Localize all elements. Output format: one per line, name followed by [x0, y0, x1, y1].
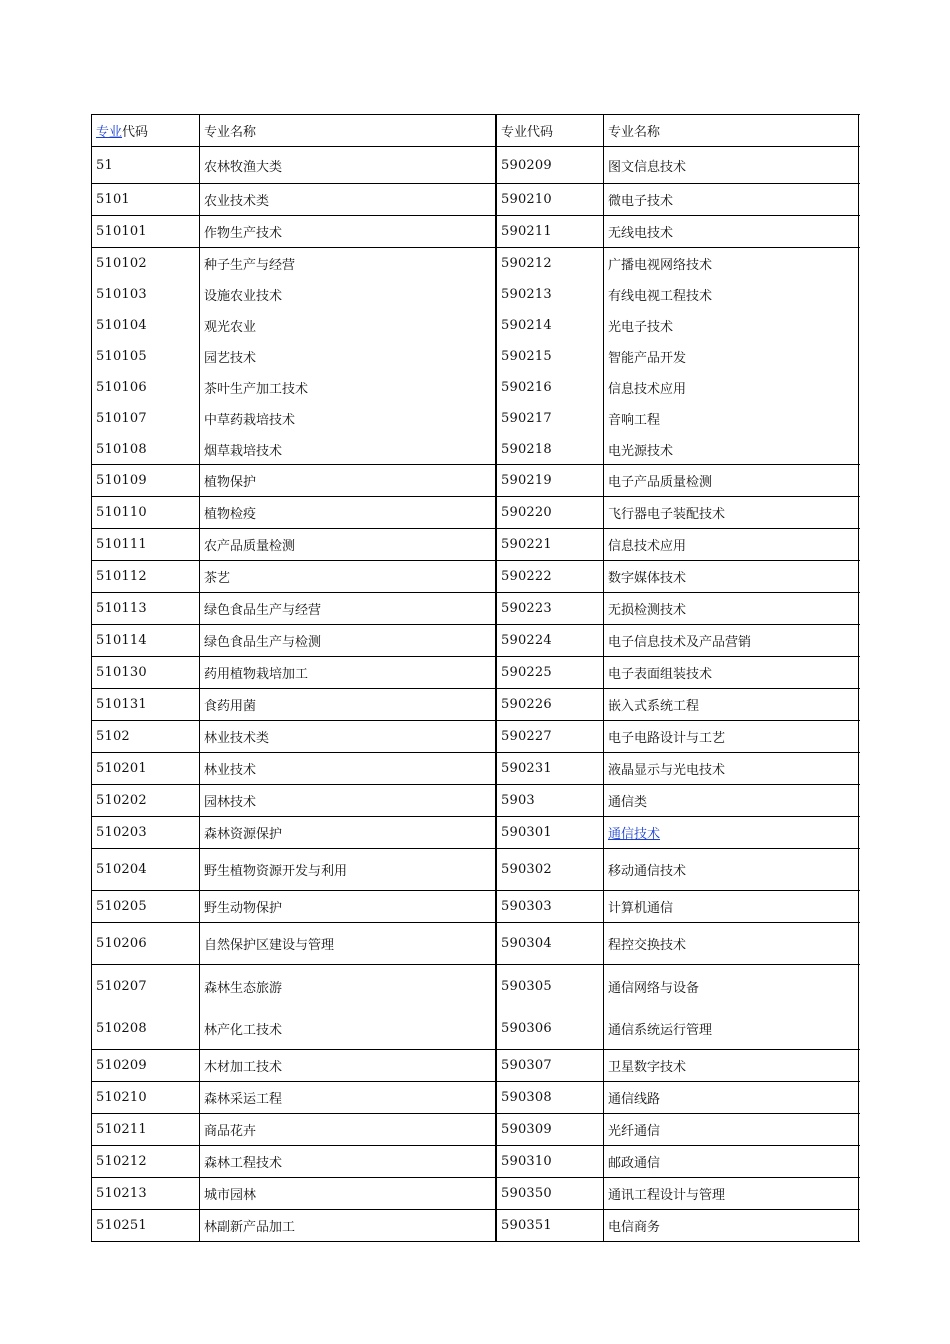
- table-row: [92, 657, 860, 689]
- left-code-cell: 51: [92, 147, 200, 183]
- table-row: [92, 147, 860, 184]
- table-row: [92, 817, 860, 849]
- right-name-cell: 通讯工程设计与管理: [604, 1178, 859, 1209]
- left-code-cell: 510207: [92, 965, 200, 1007]
- left-code-cell: 510111: [92, 529, 200, 560]
- left-code-cell: 510114: [92, 625, 200, 656]
- right-code-cell: 590215: [496, 341, 604, 372]
- right-name-cell: 移动通信技术: [604, 849, 859, 890]
- right-code-cell: 5903: [496, 785, 604, 816]
- table-row: [92, 625, 860, 657]
- right-code-cell: 590227: [496, 721, 604, 752]
- right-name-cell: 智能产品开发: [604, 341, 859, 372]
- left-name-cell: 野生动物保护: [200, 891, 496, 922]
- table-row: [92, 372, 860, 403]
- right-code-cell: 590213: [496, 279, 604, 310]
- right-code-cell: 590310: [496, 1146, 604, 1177]
- right-code-cell: 590224: [496, 625, 604, 656]
- table-row: [92, 1007, 860, 1050]
- table-row: [92, 1050, 860, 1082]
- left-code-cell: 510206: [92, 923, 200, 964]
- right-code-cell: 590302: [496, 849, 604, 890]
- table-row: [92, 465, 860, 497]
- right-name-cell: 音响工程: [604, 403, 859, 434]
- right-code-cell: 590216: [496, 372, 604, 403]
- left-name-cell: 植物保护: [200, 465, 496, 496]
- left-name-cell: 绿色食品生产与检测: [200, 625, 496, 656]
- right-name-cell: 电光源技术: [604, 434, 859, 464]
- table-row: [92, 1146, 860, 1178]
- table-row: [92, 1114, 860, 1146]
- left-code-cell: 510102: [92, 248, 200, 279]
- left-name-cell: 设施农业技术: [200, 279, 496, 310]
- table-body: [92, 147, 860, 1242]
- left-code-cell: 510211: [92, 1114, 200, 1145]
- left-name-cell: 林产化工技术: [200, 1007, 496, 1049]
- major-code-table: [91, 114, 860, 1242]
- left-code-cell: 510251: [92, 1210, 200, 1241]
- table-row: [92, 1210, 860, 1242]
- left-code-cell: 510203: [92, 817, 200, 848]
- right-name-cell: 通信系统运行管理: [604, 1007, 859, 1049]
- left-name-cell: 药用植物栽培加工: [200, 657, 496, 688]
- right-code-cell: 590309: [496, 1114, 604, 1145]
- table-row: [92, 849, 860, 891]
- right-code-cell: 590351: [496, 1210, 604, 1241]
- left-code-cell: 510106: [92, 372, 200, 403]
- right-name-cell: 信息技术应用: [604, 372, 859, 403]
- major-name-link[interactable]: 通信技术: [608, 827, 661, 842]
- table-row: [92, 753, 860, 785]
- left-name-cell: 林副新产品加工: [200, 1210, 496, 1241]
- left-code-cell: 510202: [92, 785, 200, 816]
- table-row: [92, 497, 860, 529]
- right-name-cell: 电子电路设计与工艺: [604, 721, 859, 752]
- left-code-cell: 510108: [92, 434, 200, 464]
- left-name-cell: 园艺技术: [200, 341, 496, 372]
- left-name-cell: 作物生产技术: [200, 216, 496, 247]
- left-name-cell: 中草药栽培技术: [200, 403, 496, 434]
- table-row: [92, 248, 860, 279]
- left-code-cell: 510130: [92, 657, 200, 688]
- right-name-cell: 电子表面组装技术: [604, 657, 859, 688]
- table-row: [92, 689, 860, 721]
- left-name-cell: 农业技术类: [200, 184, 496, 215]
- table-row: [92, 785, 860, 817]
- table-row: [92, 1082, 860, 1114]
- left-name-cell: 森林生态旅游: [200, 965, 496, 1007]
- right-code-cell: 590212: [496, 248, 604, 279]
- left-code-cell: 510205: [92, 891, 200, 922]
- left-name-cell: 农产品质量检测: [200, 529, 496, 560]
- right-code-cell: 590304: [496, 923, 604, 964]
- right-code-cell: 590214: [496, 310, 604, 341]
- right-code-cell: 590350: [496, 1178, 604, 1209]
- right-name-cell: 电子产品质量检测: [604, 465, 859, 496]
- left-code-cell: 510105: [92, 341, 200, 372]
- left-name-cell: 木材加工技术: [200, 1050, 496, 1081]
- header-right-code: 专业代码: [496, 115, 604, 146]
- left-name-cell: 商品花卉: [200, 1114, 496, 1145]
- table-row: [92, 216, 860, 248]
- right-code-cell: 590211: [496, 216, 604, 247]
- left-code-cell: 510212: [92, 1146, 200, 1177]
- right-code-cell: 590225: [496, 657, 604, 688]
- left-code-cell: 510208: [92, 1007, 200, 1049]
- right-code-cell: 590301: [496, 817, 604, 848]
- table-row: [92, 529, 860, 561]
- right-name-cell: 飞行器电子装配技术: [604, 497, 859, 528]
- left-name-cell: 城市园林: [200, 1178, 496, 1209]
- right-code-cell: 590308: [496, 1082, 604, 1113]
- table-row: [92, 965, 860, 1007]
- right-name-cell: 光电子技术: [604, 310, 859, 341]
- table-row: [92, 403, 860, 434]
- right-code-cell: 590218: [496, 434, 604, 464]
- right-name-cell: 微电子技术: [604, 184, 859, 215]
- right-code-cell: 590231: [496, 753, 604, 784]
- right-name-cell: 程控交换技术: [604, 923, 859, 964]
- right-name-cell: 电信商务: [604, 1210, 859, 1241]
- right-code-cell: 590221: [496, 529, 604, 560]
- table-row: [92, 341, 860, 372]
- header-left-code: [92, 115, 200, 146]
- left-code-cell: 510201: [92, 753, 200, 784]
- header-left-name: 专业名称: [200, 115, 496, 146]
- right-name-cell: 计算机通信: [604, 891, 859, 922]
- left-name-cell: 自然保护区建设与管理: [200, 923, 496, 964]
- left-name-cell: 林业技术类: [200, 721, 496, 752]
- right-name-cell: 有线电视工程技术: [604, 279, 859, 310]
- right-code-cell: 590219: [496, 465, 604, 496]
- right-name-cell: 图文信息技术: [604, 147, 859, 183]
- right-name-cell: 无损检测技术: [604, 593, 859, 624]
- left-code-cell: 510210: [92, 1082, 200, 1113]
- right-code-cell: 590220: [496, 497, 604, 528]
- table-row: [92, 310, 860, 341]
- right-code-cell: 590307: [496, 1050, 604, 1081]
- right-code-cell: 590222: [496, 561, 604, 592]
- table-row: [92, 561, 860, 593]
- right-code-cell: 590303: [496, 891, 604, 922]
- left-code-cell: 510110: [92, 497, 200, 528]
- right-name-cell: 通信类: [604, 785, 859, 816]
- right-name-cell: 液晶显示与光电技术: [604, 753, 859, 784]
- right-name-cell: 邮政通信: [604, 1146, 859, 1177]
- left-name-cell: 茶艺: [200, 561, 496, 592]
- right-name-cell: 信息技术应用: [604, 529, 859, 560]
- left-name-cell: 茶叶生产加工技术: [200, 372, 496, 403]
- right-code-cell: 590305: [496, 965, 604, 1007]
- left-code-cell: 510204: [92, 849, 200, 890]
- right-code-cell: 590209: [496, 147, 604, 183]
- header-code-rest: 代码: [122, 125, 149, 140]
- left-name-cell: 野生植物资源开发与利用: [200, 849, 496, 890]
- left-name-cell: 绿色食品生产与经营: [200, 593, 496, 624]
- left-name-cell: 园林技术: [200, 785, 496, 816]
- left-code-cell: 510104: [92, 310, 200, 341]
- left-code-cell: 510131: [92, 689, 200, 720]
- table-row: [92, 923, 860, 965]
- left-name-cell: 食药用菌: [200, 689, 496, 720]
- left-name-cell: 森林采运工程: [200, 1082, 496, 1113]
- right-name-cell: 广播电视网络技术: [604, 248, 859, 279]
- table-row: [92, 1178, 860, 1210]
- left-name-cell: 烟草栽培技术: [200, 434, 496, 464]
- left-code-cell: 510112: [92, 561, 200, 592]
- left-code-cell: 510109: [92, 465, 200, 496]
- right-name-cell: 通信网络与设备: [604, 965, 859, 1007]
- left-code-cell: 5101: [92, 184, 200, 215]
- right-name-cell: 光纤通信: [604, 1114, 859, 1145]
- right-name-cell: 数字媒体技术: [604, 561, 859, 592]
- right-name-cell: 无线电技术: [604, 216, 859, 247]
- right-code-cell: 590210: [496, 184, 604, 215]
- header-code-link[interactable]: 专业: [96, 125, 123, 140]
- right-code-cell: 590217: [496, 403, 604, 434]
- left-name-cell: 观光农业: [200, 310, 496, 341]
- left-code-cell: 510209: [92, 1050, 200, 1081]
- left-code-cell: 5102: [92, 721, 200, 752]
- table-row: [92, 184, 860, 216]
- left-code-cell: 510107: [92, 403, 200, 434]
- header-right-name: 专业名称: [604, 115, 859, 146]
- right-name-cell: 电子信息技术及产品营销: [604, 625, 859, 656]
- right-name-cell: 通信线路: [604, 1082, 859, 1113]
- right-code-cell: 590306: [496, 1007, 604, 1049]
- table-row: [92, 721, 860, 753]
- left-name-cell: 森林工程技术: [200, 1146, 496, 1177]
- left-code-cell: 510113: [92, 593, 200, 624]
- right-code-cell: 590223: [496, 593, 604, 624]
- left-name-cell: 森林资源保护: [200, 817, 496, 848]
- left-code-cell: 510213: [92, 1178, 200, 1209]
- left-name-cell: 农林牧渔大类: [200, 147, 496, 183]
- table-row: [92, 279, 860, 310]
- table-row: [92, 891, 860, 923]
- right-name-cell: 卫星数字技术: [604, 1050, 859, 1081]
- table-header-row: [92, 115, 860, 147]
- left-name-cell: 林业技术: [200, 753, 496, 784]
- left-name-cell: 植物检疫: [200, 497, 496, 528]
- table-row: [92, 593, 860, 625]
- right-name-cell: 嵌入式系统工程: [604, 689, 859, 720]
- left-code-cell: 510101: [92, 216, 200, 247]
- left-code-cell: 510103: [92, 279, 200, 310]
- right-name-cell: [604, 817, 859, 848]
- right-code-cell: 590226: [496, 689, 604, 720]
- left-name-cell: 种子生产与经营: [200, 248, 496, 279]
- table-row: [92, 434, 860, 465]
